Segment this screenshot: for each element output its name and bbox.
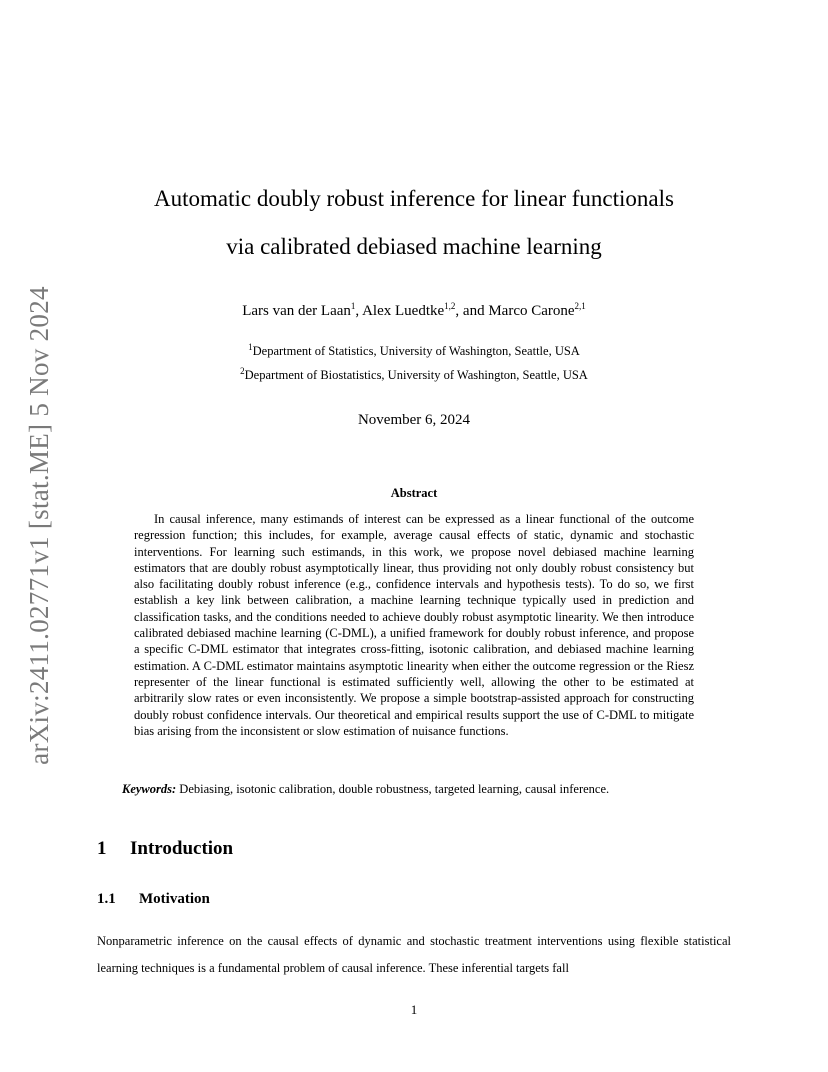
author-affiliation-mark: 1,2	[444, 301, 456, 311]
abstract-heading: Abstract	[390, 486, 438, 500]
affiliation-text: Department of Statistics, University of Washington, Seattle, USA	[252, 344, 580, 358]
section-title: Introduction	[130, 838, 234, 859]
page-number: 1	[410, 1002, 418, 1017]
affiliation-text: Department of Biostatistics, University of Washington, Seattle, USA	[244, 368, 588, 382]
author-name: Lars van der Laan	[242, 303, 351, 319]
author-affiliation-mark: 1	[350, 301, 356, 311]
paper-title-line-1: Automatic doubly robust inference for linear functionals	[154, 186, 674, 211]
section-heading-introduction	[97, 838, 233, 860]
subsection-number: 1.1	[97, 891, 116, 907]
affiliation-2	[0, 365, 828, 383]
subsection-title: Motivation	[139, 891, 210, 907]
author-name: Alex Luedtke	[362, 303, 445, 319]
paper-date: November 6, 2024	[357, 412, 471, 428]
affiliation-1	[0, 341, 828, 359]
paper-title-line-2: via calibrated debiased machine learning	[226, 234, 602, 259]
keywords-label: Keywords:	[122, 782, 177, 796]
keywords-line	[122, 782, 722, 797]
affiliation-mark: 2	[240, 365, 245, 376]
affiliation-mark: 1	[248, 341, 253, 352]
author-affiliation-mark: 2,1	[574, 301, 586, 311]
author-separator: ,	[355, 303, 363, 319]
intro-paragraph: Nonparametric inference on the causal effects of dynamic and stochastic treatment interventions using flexible statistical learning techniques is a fundamental problem of causal inference. These inferential targets fall	[97, 934, 731, 975]
abstract-body: In causal inference, many estimands of interest can be expressed as a linear functional of the outcome regression function; this includes, for example, average causal effects of static, dynamic and stochastic interventions. For learning such estimands, in this work, we propose novel debiased machine learning estimators that are doubly robust asymptotically linear, thus providing not only doubly robust consistency but also facilitating doubly robust inference (e.g., confidence intervals and hypothesis tests). To do so, we first establish a key link between calibration, a machine learning technique typically used in prediction and classification tasks, and the conditions needed to achieve doubly robust asymptotic linearity. We then introduce calibrated debiased machine learning (C-DML), a unified framework for doubly robust inference, and propose a specific C-DML estimator that integrates cross-fitting, isotonic calibration, and debiased machine learning estimation. A C-DML estimator maintains asymptotic linearity when either the outcome regression or the Riesz representer of the linear functional is estimated sufficiently well, allowing the other to be estimated at arbitrarily slow rates or even inconsistently. We propose a simple bootstrap-assisted approach for constructing doubly robust confidence intervals. Our theoretical and empirical results support the use of C-DML to mitigate bias arising from the inconsistent or slow estimation of nuisance functions.	[134, 512, 694, 738]
author-name: Marco Carone	[488, 303, 575, 319]
arxiv-identifier-text: arXiv:2411.02771v1 [stat.ME] 5 Nov 2024	[23, 285, 54, 765]
subsection-heading-motivation	[97, 891, 210, 908]
author-list	[0, 303, 828, 320]
author-separator: , and	[455, 303, 489, 319]
keywords-text: Debiasing, isotonic calibration, double robustness, targeted learning, causal inference.	[179, 782, 610, 796]
section-number: 1	[97, 838, 107, 859]
